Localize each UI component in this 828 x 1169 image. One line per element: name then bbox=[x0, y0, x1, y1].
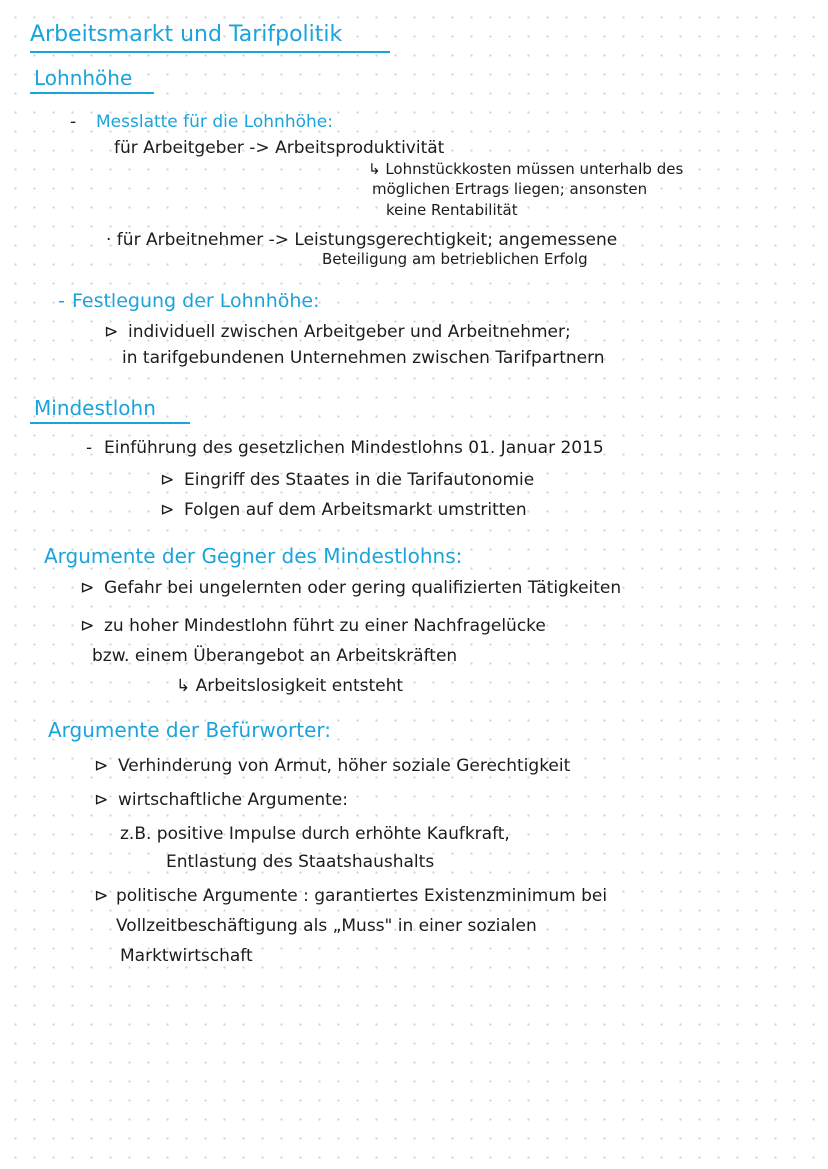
arrow-triangle-icon: ⊳ bbox=[160, 500, 175, 520]
festlegung-label: Festlegung der Lohnhöhe: bbox=[72, 290, 320, 312]
arrow-triangle-icon: ⊳ bbox=[94, 756, 109, 776]
bullet-dash: - bbox=[58, 290, 65, 312]
arrow-triangle-icon: ⊳ bbox=[80, 578, 95, 598]
gegner-line-1: Gefahr bei ungelernten oder gering qualifizierten Tätigkeiten bbox=[104, 578, 622, 598]
title-underline bbox=[30, 51, 390, 53]
messlatte-label: Messlatte für die Lohnhöhe: bbox=[96, 112, 333, 132]
arrow-triangle-icon: ⊳ bbox=[94, 886, 109, 906]
page-title: Arbeitsmarkt und Tarifpolitik bbox=[30, 22, 343, 47]
arrow-triangle-icon: ⊳ bbox=[94, 790, 109, 810]
heading-gegner: Argumente der Gegner des Mindestlohns: bbox=[44, 544, 463, 568]
befuerworter-point-3-line-2: Vollzeitbeschäftigung als „Muss" in einer sozialen bbox=[116, 916, 537, 936]
befuerworter-point-3-line-3: Marktwirtschaft bbox=[120, 946, 253, 966]
arbeitgeber-line: für Arbeitgeber -> Arbeitsproduktivität bbox=[114, 138, 445, 158]
bullet-dash: - bbox=[70, 112, 77, 132]
bullet-dash: - bbox=[86, 438, 93, 458]
arrow-triangle-icon: ⊳ bbox=[80, 616, 95, 636]
heading-lohnhoehe: Lohnhöhe bbox=[34, 66, 133, 90]
heading-mindestlohn: Mindestlohn bbox=[34, 396, 156, 420]
heading-befuerworter: Argumente der Befürworter: bbox=[48, 718, 332, 742]
mindestlohn-point-2: Folgen auf dem Arbeitsmarkt umstritten bbox=[184, 500, 527, 520]
arbeitnehmer-line: · für Arbeitnehmer -> Leistungsgerechtigkeit; angemessene bbox=[106, 230, 618, 250]
heading-lohnhoehe-underline bbox=[30, 92, 154, 94]
arrow-triangle-icon: ⊳ bbox=[104, 322, 119, 342]
arbeitnehmer-detail: Beteiligung am betrieblichen Erfolg bbox=[322, 250, 588, 268]
heading-mindestlohn-underline bbox=[30, 422, 190, 424]
arbeitgeber-detail-2: möglichen Ertrags liegen; ansonsten bbox=[372, 180, 648, 198]
arbeitgeber-detail-1: ↳ Lohnstückkosten müssen unterhalb des bbox=[368, 160, 684, 178]
gegner-folge: ↳ Arbeitslosigkeit entsteht bbox=[176, 676, 404, 696]
befuerworter-point-1: Verhinderung von Armut, höher soziale Gerechtigkeit bbox=[118, 756, 571, 776]
festlegung-line-2: in tarifgebundenen Unternehmen zwischen Tarifpartnern bbox=[122, 348, 605, 368]
gegner-line-2: zu hoher Mindestlohn führt zu einer Nachfragelücke bbox=[104, 616, 546, 636]
arbeitgeber-detail-3: keine Rentabilität bbox=[386, 201, 518, 219]
befuerworter-example-2: Entlastung des Staatshaushalts bbox=[166, 852, 435, 872]
mindestlohn-point-1: Eingriff des Staates in die Tarifautonomie bbox=[184, 470, 535, 490]
einfuehrung-line: Einführung des gesetzlichen Mindestlohns 01. Januar 2015 bbox=[104, 438, 604, 458]
festlegung-line-1: individuell zwischen Arbeitgeber und Arbeitnehmer; bbox=[128, 322, 571, 342]
befuerworter-point-3-line-1: politische Argumente : garantiertes Existenzminimum bei bbox=[116, 886, 608, 906]
befuerworter-point-2: wirtschaftliche Argumente: bbox=[118, 790, 348, 810]
befuerworter-example-1: z.B. positive Impulse durch erhöhte Kaufkraft, bbox=[120, 824, 510, 844]
gegner-line-3: bzw. einem Überangebot an Arbeitskräften bbox=[92, 646, 458, 666]
arrow-triangle-icon: ⊳ bbox=[160, 470, 175, 490]
